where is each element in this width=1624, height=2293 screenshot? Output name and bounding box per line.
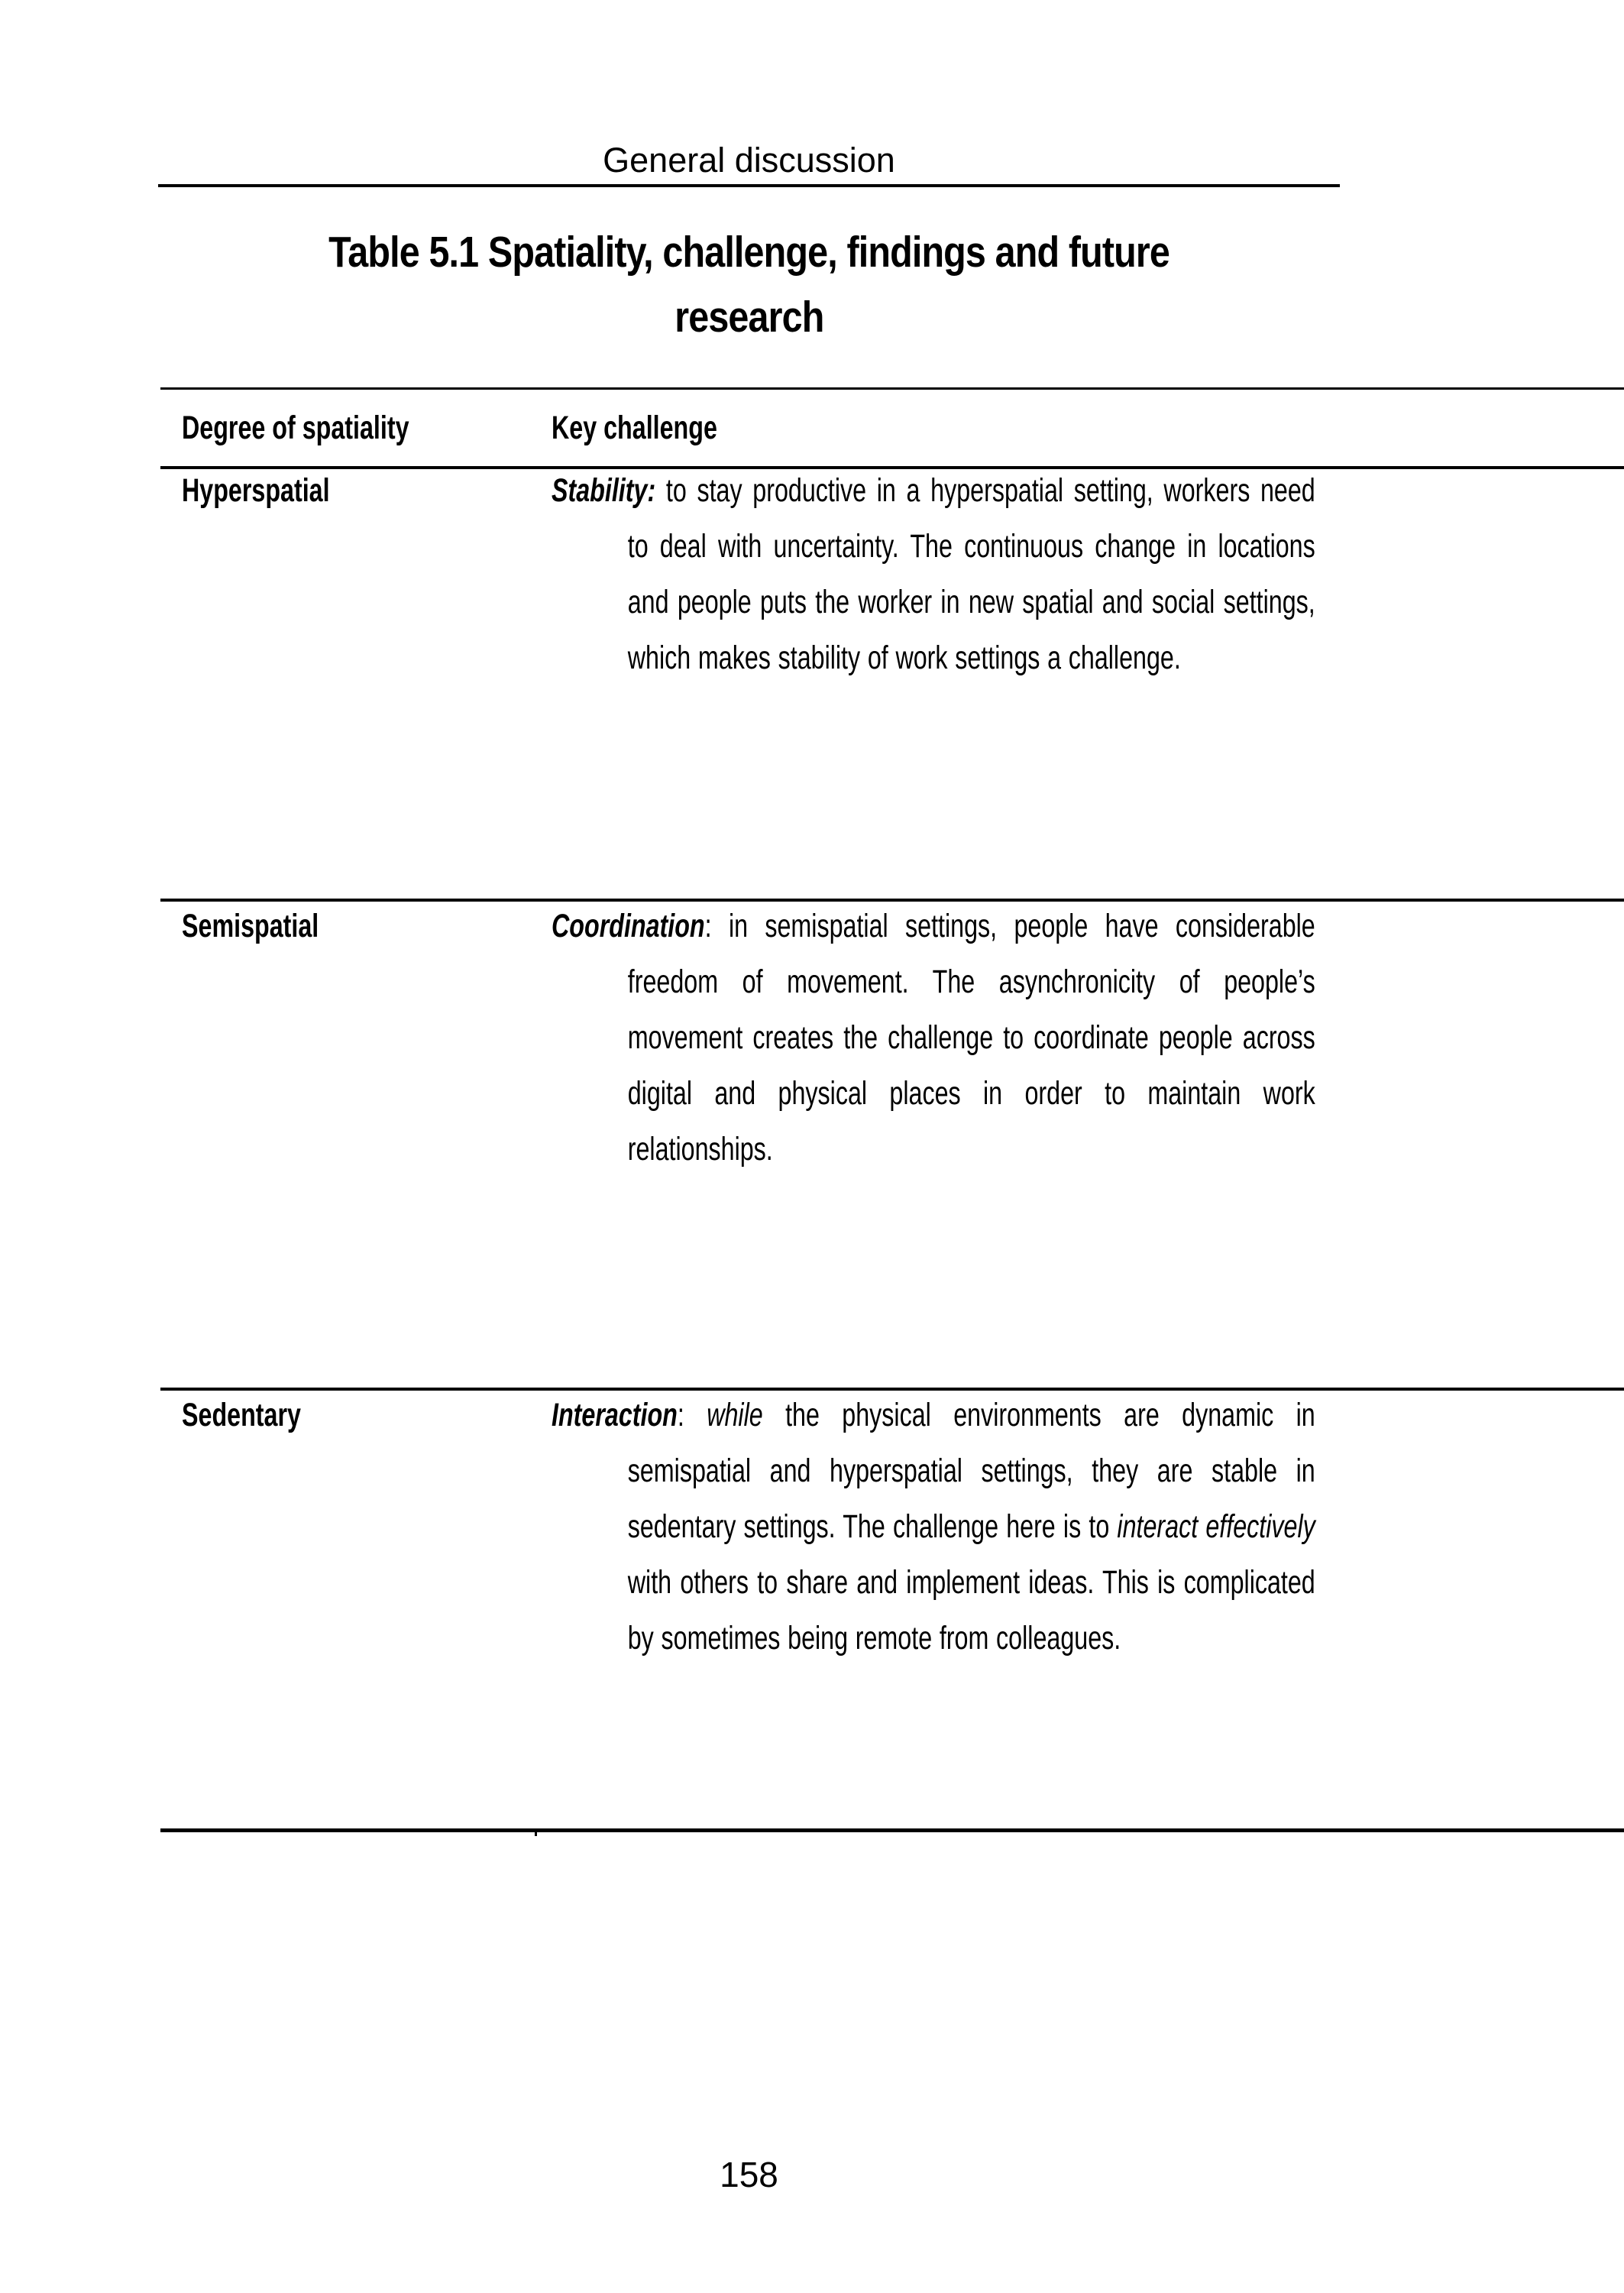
challenge-paragraph <box>552 899 1315 1177</box>
running-head-text: General discussion <box>603 141 895 180</box>
page-number: 158 <box>720 2155 778 2194</box>
row-spatiality-label: Hyperspatial <box>182 472 330 509</box>
table-rule-bottom <box>160 1828 1624 1832</box>
challenge-paragraph <box>552 463 1315 686</box>
running-head-rule <box>158 184 1340 187</box>
table-rule-row-separator-1 <box>160 899 1624 902</box>
table-title <box>158 220 1340 350</box>
challenge-text: while the physical environments are dynamic in semispatial and hyperspatial settings, they are stable in sedentary settings. The challenge here is to interact effectively with others to share and implement ideas. This is complicated by sometimes being remote from colleagues. <box>627 1397 1315 1657</box>
challenge-term: Coordination <box>552 908 705 944</box>
row-spatiality-label: Sedentary <box>182 1397 301 1433</box>
column-header-degree-of-spatiality: Degree of spatiality <box>182 410 409 446</box>
table-rule-column-notch <box>535 1828 537 1836</box>
challenge-term: Stability: <box>552 472 656 509</box>
running-head <box>158 138 1340 183</box>
column-header-key-challenge: Key challenge <box>552 410 717 446</box>
row-spatiality-label: Semispatial <box>182 908 319 944</box>
table-title-line1: Table 5.1 Spatiality, challenge, findings and future <box>328 228 1169 277</box>
challenge-term-separator: : <box>677 1397 707 1433</box>
table-rule-row-separator-2 <box>160 1388 1624 1391</box>
challenge-text: to stay productive in a hyperspatial setting, workers need to deal with uncertainty. The continuous change in locations and people puts the worker in new spatial and social settings, which makes stability of work settings a challenge. <box>627 472 1315 676</box>
table-rule-top <box>160 387 1624 390</box>
challenge-term-separator <box>655 472 666 509</box>
challenge-term: Interaction <box>552 1397 678 1433</box>
challenge-term-separator: : <box>704 908 729 944</box>
challenge-text: in semispatial settings, people have considerable freedom of movement. The asynchronicity of people’s movement creates the challenge to coordinate people across digital and physical places in order to maintain work relationships. <box>627 908 1315 1168</box>
challenge-paragraph <box>552 1388 1315 1666</box>
table-title-line2: research <box>674 293 824 342</box>
